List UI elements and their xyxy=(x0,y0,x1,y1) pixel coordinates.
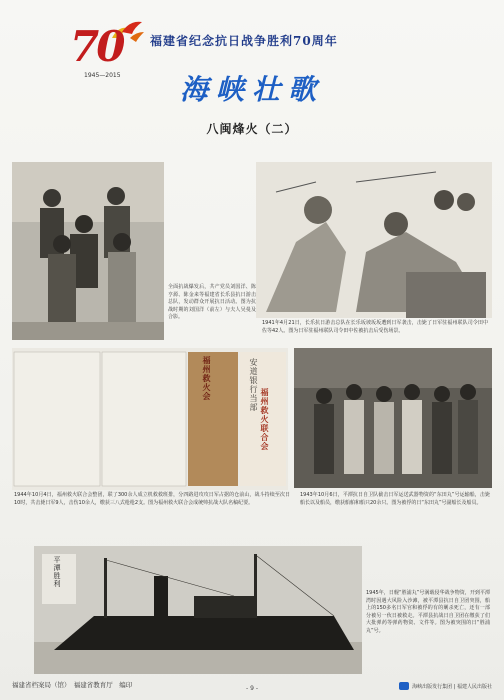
photo-documents xyxy=(12,348,288,490)
photo-captured-crew xyxy=(294,348,492,488)
main-title: 海峡壮歌 xyxy=(179,73,324,106)
footer-publisher-group xyxy=(399,682,492,690)
photo-family-portrait xyxy=(12,162,164,340)
photo-sketch-wounded xyxy=(256,162,492,318)
caption-photo-1: 全面抗战爆发后，共产党员刘国洋、陈亨源、陈金来等福建省长乐县抗日游击总队，发动群众开展抗日活动。图为抗战时期的刘国洋（前左）与夫人吴曼及合影。 xyxy=(168,284,256,320)
ship-sign-text: 平潭胜利 xyxy=(53,556,61,588)
caption-photo-4: 1943年10月6日，平潭抗日自卫队截击日军运送武器物资的“东田丸”号运输船，击毙船长以及船员，缴获船舶和船只20余只。图为被俘的日“东田丸”号副船长及船员。 xyxy=(300,492,490,506)
publisher-logo-icon xyxy=(399,682,409,690)
org-title: 福建省纪念抗日战争胜利70周年 xyxy=(150,34,338,48)
doc-title-right: 福州救火联合会 xyxy=(260,388,270,451)
caption-photo-5: 1945年，日舰“胜浦丸”号满载侵华战争物资，开到平潭湾时因遇大风险入沙滩，被平潭县抗日自卫团突围，船上的150多名日军官和被俘的有的剿杀死亡，还有一部分被另一伙日被救走。平潭县抗战日自卫团在缴获了们大批弹药等弹药物资、文件等。图为被突围的日“胜浦丸”号。 xyxy=(366,590,490,634)
logo-number: 70 xyxy=(70,22,123,71)
doc-title-left: 福州救火会 xyxy=(202,356,212,401)
logo-years: 1945—2015 xyxy=(84,72,121,79)
footer-right-text: 海峡出版发行集团 | 福建人民出版社 xyxy=(412,683,492,690)
footer-publisher: 福建省档案局（馆） 福建省教育厅 编印 xyxy=(12,681,133,689)
photo-ship xyxy=(34,546,362,674)
caption-photo-2: 1941年4月21日，长乐抗日游击总队在长乐坂坡坂坂遭到日军袭击，击毙了日军驻福州联队司令田中佐等42人。图为日军驻福州联队司令田中佐被抗击后受伤场景。 xyxy=(262,320,488,334)
caption-photo-3: 1944年10月4日，福州救火联合会整团，联了300余人成立机救救班排，分四路进攻攻日军占据的仓前山，战斗持续至次日10时，共击毙日军9人，击伤10余人，缴获三八式枪枪2支。图为福州救火联合会成统帅抗战大队名稿纪要。 xyxy=(14,492,290,506)
page-number: - 9 - xyxy=(246,685,258,692)
doc-title-center: 安道银行当部 xyxy=(249,358,258,412)
sub-title: 八闽烽火（二） xyxy=(206,122,298,136)
